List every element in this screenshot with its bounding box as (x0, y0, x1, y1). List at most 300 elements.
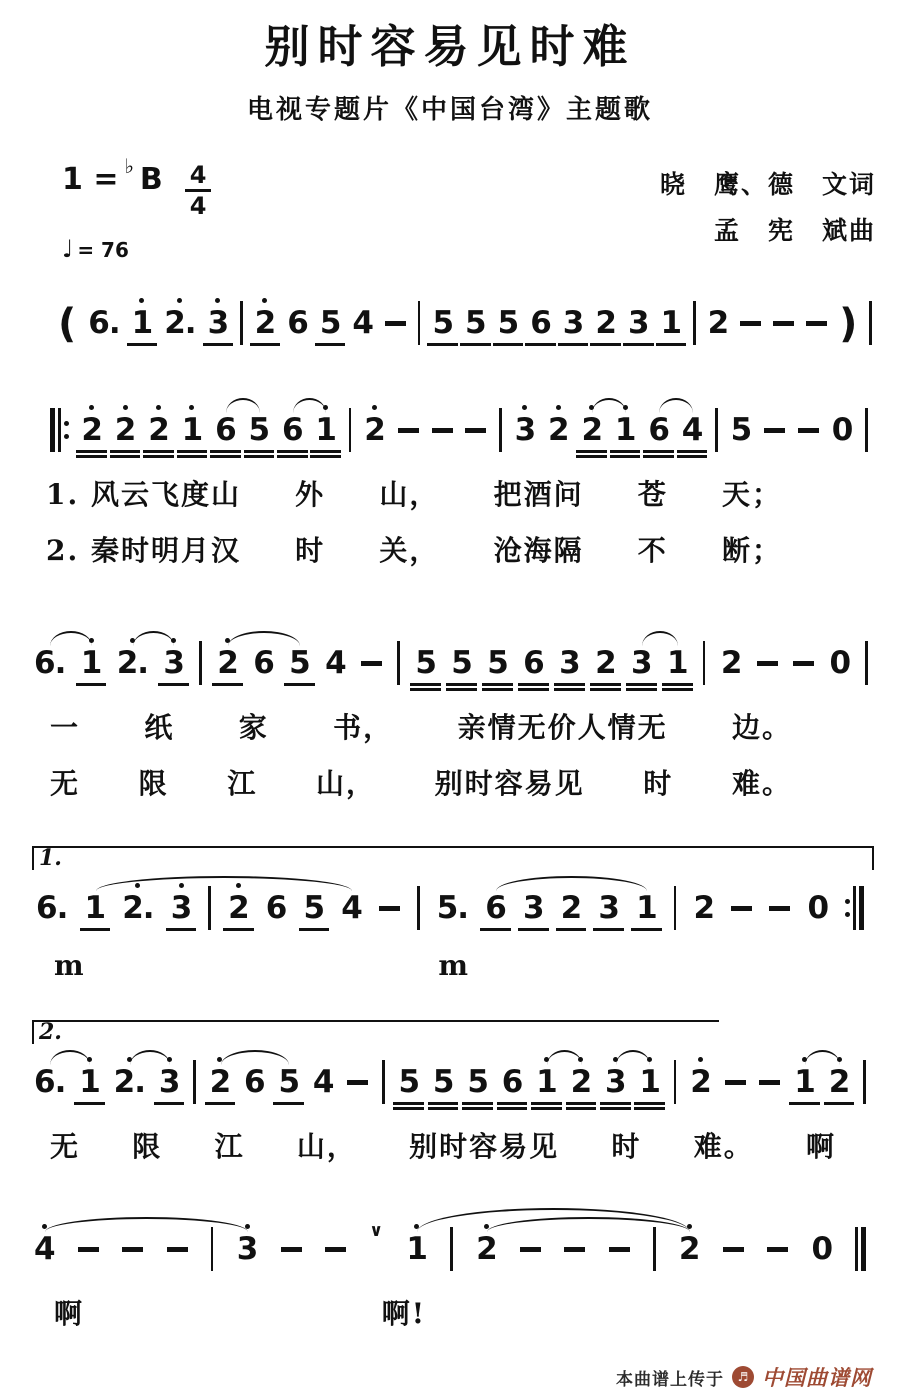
duration-dash (564, 1247, 585, 1252)
note-number: 1 (315, 412, 336, 448)
volta-label: 2. (39, 1019, 62, 1045)
underline-beams (336, 925, 367, 939)
underline-beams (210, 447, 241, 461)
barline (653, 1227, 656, 1271)
underline-beams (634, 1099, 665, 1113)
song-subtitle: 电视专题片《中国台湾》主题歌 (246, 95, 653, 125)
note-number: 5 (415, 645, 436, 681)
lyrics-row-vocalise (54, 949, 470, 982)
lyric-segment: 边。 (731, 711, 792, 744)
note (364, 402, 385, 461)
note-number: 2 (81, 412, 102, 448)
underline-beams (401, 1266, 432, 1280)
note-number: 5 (248, 412, 270, 448)
note (182, 402, 203, 461)
credits (660, 162, 876, 254)
note-number: 4 (312, 1064, 334, 1100)
note (693, 880, 714, 939)
lyricist-credit: 晓 鹰、德 文词 (659, 170, 876, 199)
lyric-segment: 时 (643, 767, 674, 800)
note-number: 5 (398, 1064, 420, 1100)
underline-beams (525, 340, 556, 354)
note-number: 2. (164, 305, 196, 341)
note-number: 1 (666, 645, 688, 681)
note-number: 6. (36, 890, 68, 926)
lyric-segment: 江 (227, 767, 258, 800)
breath-mark: ∨ (369, 1221, 384, 1241)
note-number: 5 (465, 305, 486, 341)
note-number: 1 (794, 1064, 815, 1100)
barline (715, 408, 718, 452)
note-number: 6 (281, 412, 303, 448)
note-number: 6 (265, 890, 287, 926)
duration-dash (379, 906, 400, 911)
underline-beams (576, 447, 607, 461)
underline-beams (471, 1266, 502, 1280)
song-title: 别时容易见时难 (264, 20, 636, 73)
barline (199, 641, 202, 685)
note-number: 5 (730, 412, 752, 448)
duration-dash (759, 1080, 780, 1085)
duration-dash (347, 1080, 368, 1085)
tempo-value: = 76 (77, 238, 129, 262)
slur-arc (592, 398, 626, 413)
note-number: 3 (605, 1064, 626, 1100)
coda-line (22, 1195, 878, 1332)
site-logo-icon (732, 1366, 754, 1388)
underline-beams (726, 447, 757, 461)
underline-beams (590, 680, 621, 694)
slur-arc (130, 1050, 170, 1065)
note-number: 2 (581, 412, 603, 448)
underline-beams (203, 340, 234, 354)
underline-beams (446, 680, 477, 694)
final-barline (855, 1227, 866, 1271)
underline-beams (531, 1099, 562, 1113)
slur-arc (616, 1050, 650, 1065)
note-number: 4 (325, 645, 346, 681)
barline (211, 1227, 214, 1271)
notes-row (22, 1054, 878, 1113)
note-number: 5 (278, 1064, 300, 1100)
volta-bracket-1 (32, 846, 874, 870)
note-number: 5 (497, 305, 519, 341)
note-number: 4 (34, 1231, 55, 1267)
note-number: 3 (631, 645, 652, 681)
note-number: 5 (432, 1064, 454, 1100)
lyric-segment: 外 (295, 478, 326, 511)
note (628, 295, 649, 354)
note (467, 1054, 488, 1113)
duration-dash (806, 321, 827, 326)
underline-beams (543, 447, 574, 461)
lyric-segment: 别时容易见 (434, 767, 585, 800)
duration-dash (764, 428, 785, 433)
note-number: 3 (170, 890, 192, 926)
note-number: 2 (828, 1064, 850, 1100)
barline (397, 641, 400, 685)
lyric-segment: 书， (333, 711, 394, 744)
meter-denominator: 4 (189, 192, 207, 220)
underline-beams (83, 340, 124, 354)
note-number: 1 (84, 890, 106, 926)
note-number: 3 (559, 645, 580, 681)
note-number: 1 (660, 305, 682, 341)
underline-beams (31, 925, 72, 939)
note (320, 295, 341, 354)
note (164, 295, 195, 354)
underline-beams (284, 680, 315, 694)
note-number: 3 (562, 305, 584, 341)
underline-beams (497, 1099, 528, 1113)
watermark-footer (0, 1362, 872, 1392)
underline-beams (802, 925, 833, 939)
note-number: 2 (548, 412, 569, 448)
lyric-segment: 断； (721, 534, 782, 567)
duration-dash (520, 1247, 541, 1252)
underline-beams (310, 447, 341, 461)
repeat-open-sign (50, 408, 69, 452)
score (22, 287, 878, 1332)
slur-arc (228, 631, 300, 646)
note-number: 5 (451, 645, 472, 681)
note (563, 295, 584, 354)
note-number: 0 (831, 412, 853, 448)
underline-beams (674, 1266, 705, 1280)
underline-beams (825, 680, 856, 694)
slur-arc (226, 398, 260, 413)
underline-beams (158, 680, 189, 694)
duration-dash (465, 428, 486, 433)
underline-beams (154, 1099, 185, 1113)
note-number: 6 (215, 412, 236, 448)
note-number: 1 (636, 890, 657, 926)
note-number: 3 (627, 305, 649, 341)
lyric-segment: 一 (50, 711, 81, 744)
note (433, 1054, 454, 1113)
lyric-segment: 时 (295, 534, 326, 567)
underline-beams (566, 1099, 597, 1113)
note (515, 402, 536, 461)
lyrics-row-verse2 (46, 529, 782, 569)
note-number: 6 (501, 1064, 523, 1100)
underline-beams (428, 1099, 459, 1113)
lyric-segment: 无 (50, 1130, 81, 1163)
lyric-segment: 1. 风云飞度山 (46, 478, 241, 511)
duration-dash (398, 428, 419, 433)
lyric-segment: 限 (132, 1130, 163, 1163)
note (432, 295, 453, 354)
duration-dash (740, 321, 761, 326)
duration-dash (361, 661, 382, 666)
underline-beams (244, 447, 275, 461)
lyric-segment: 啊 (805, 1130, 836, 1163)
underline-beams (205, 1099, 236, 1113)
underline-beams (493, 340, 524, 354)
underline-beams (427, 340, 458, 354)
key-signature (62, 154, 211, 220)
underline-beams (716, 680, 747, 694)
duration-dash (767, 1247, 788, 1252)
note (255, 295, 276, 354)
underline-beams (558, 340, 589, 354)
note-number: 3 (207, 305, 229, 341)
underline-beams (432, 925, 473, 939)
lyric-segment: 江 (214, 1130, 245, 1163)
slur-arc (50, 1050, 90, 1065)
slur-arc (642, 631, 678, 646)
underline-beams (590, 340, 621, 354)
verse-line (22, 376, 878, 569)
note (708, 295, 729, 354)
underline-beams (166, 925, 197, 939)
note (661, 295, 682, 354)
barline (417, 886, 420, 930)
note-number: 5 (319, 305, 341, 341)
barline (693, 301, 696, 345)
underline-beams (554, 680, 585, 694)
lyric-segment: m (438, 949, 470, 982)
duration-dash (793, 661, 814, 666)
underline-beams (393, 1099, 424, 1113)
underline-beams (518, 680, 549, 694)
barline (674, 886, 677, 930)
barline (418, 301, 421, 345)
underline-beams (110, 447, 141, 461)
note (595, 295, 616, 354)
note-number: 0 (829, 645, 851, 681)
duration-dash (757, 661, 778, 666)
second-ending-line (22, 1020, 878, 1165)
underline-beams (643, 447, 674, 461)
underline-beams (248, 680, 279, 694)
music-note-icon: ♬ (737, 1370, 749, 1384)
notes-row (22, 1221, 878, 1280)
note-number: 2 (690, 1064, 711, 1100)
underline-beams (359, 447, 390, 461)
intro-line (22, 287, 878, 354)
note (451, 635, 472, 694)
volta-bracket-2 (32, 1020, 719, 1044)
lyric-segment: 难。 (693, 1130, 754, 1163)
lyrics-row (50, 1125, 836, 1165)
note (487, 635, 508, 694)
note (325, 635, 346, 694)
underline-beams (631, 925, 662, 939)
quarter-note-icon: ♩ (62, 235, 74, 263)
note-number: 3 (236, 1231, 258, 1267)
note-number: 3 (598, 890, 619, 926)
note-number: 1 (79, 1064, 100, 1100)
underline-beams (806, 1266, 837, 1280)
underline-beams (261, 925, 292, 939)
note (313, 1054, 334, 1113)
underline-beams (626, 680, 657, 694)
lyric-segment: 别时容易见 (409, 1130, 560, 1163)
underline-beams (250, 340, 281, 354)
slur-arc (547, 1050, 582, 1065)
note-number: 1 (536, 1064, 557, 1100)
note-number: 3 (158, 1064, 180, 1100)
notes-row (22, 295, 878, 354)
note-number: 2 (570, 1064, 592, 1100)
underline-beams (308, 1099, 339, 1113)
note-number: 2 (693, 890, 715, 926)
duration-dash (385, 321, 406, 326)
note-number: 5. (436, 890, 469, 926)
barline (240, 301, 243, 345)
duration-dash (167, 1247, 188, 1252)
duration-dash (731, 906, 752, 911)
note-number: 0 (807, 890, 829, 926)
note-number: 6 (523, 645, 544, 681)
lyric-segment: 天； (721, 478, 782, 511)
duration-dash (122, 1247, 143, 1252)
lyric-segment: 纸 (144, 711, 175, 744)
note (498, 295, 519, 354)
lyrics-row-verse1 (46, 473, 782, 513)
lyric-segment: m (54, 949, 86, 982)
note-number: 6 (244, 1064, 265, 1100)
site-name: 中国曲谱网 (762, 1366, 872, 1390)
meter-numerator: 4 (185, 162, 212, 192)
slur-arc (496, 876, 647, 891)
lyrics-row-verse1 (50, 706, 792, 746)
note (559, 635, 580, 694)
underline-beams (320, 680, 351, 694)
underline-beams (315, 340, 346, 354)
underline-beams (703, 340, 734, 354)
notes-row (22, 402, 878, 461)
note-number: 6 (253, 645, 274, 681)
duration-dash (281, 1247, 302, 1252)
underline-beams (623, 340, 654, 354)
note-number: 1 (131, 305, 153, 341)
underline-beams (610, 447, 641, 461)
note (208, 295, 229, 354)
first-ending-line (22, 846, 878, 982)
note-number: 0 (811, 1231, 833, 1267)
note (148, 402, 169, 461)
composer-credit: 孟 宪 斌曲 (713, 216, 876, 245)
note-number: 2. (113, 1064, 145, 1100)
note-number: 2 (228, 890, 249, 926)
note (523, 635, 544, 694)
note (465, 295, 486, 354)
underline-beams (127, 340, 158, 354)
underline-beams (662, 680, 693, 694)
underline-beams (277, 447, 308, 461)
underline-beams (556, 925, 587, 939)
duration-dash (78, 1247, 99, 1252)
underline-beams (80, 925, 111, 939)
barline (674, 1060, 677, 1104)
note-number: 2 (560, 890, 582, 926)
note (811, 1221, 832, 1280)
note (830, 635, 851, 694)
parenthesis: ( (58, 301, 77, 347)
note-number: 2 (678, 1231, 700, 1267)
note-number: 1 (406, 1231, 427, 1267)
bridge-line (22, 609, 878, 802)
lyric-segment: 限 (138, 767, 169, 800)
lyric-segment: 啊! (381, 1297, 426, 1330)
lyric-segment: 啊 (54, 1297, 85, 1330)
volta-label: 1. (39, 845, 62, 871)
underline-beams (688, 925, 719, 939)
barline (863, 1060, 866, 1104)
underline-beams (299, 925, 330, 939)
underline-beams (410, 680, 441, 694)
note-number: 6. (34, 645, 66, 681)
underline-beams (347, 340, 378, 354)
repeat-close-sign (845, 886, 864, 930)
underline-beams (518, 925, 549, 939)
note (132, 295, 153, 354)
barline (869, 301, 872, 345)
underline-beams (109, 1099, 150, 1113)
underline-beams (593, 925, 624, 939)
barline (703, 641, 706, 685)
lyrics-row (54, 1292, 426, 1332)
underline-beams (789, 1099, 820, 1113)
note-number: 6 (287, 305, 308, 341)
underline-beams (112, 680, 153, 694)
lyric-segment: 2. 秦时明月汉 (46, 534, 241, 567)
note-number: 2 (217, 645, 238, 681)
note (115, 402, 136, 461)
slur-arc (293, 398, 326, 413)
underline-beams (827, 447, 858, 461)
underline-beams (29, 680, 70, 694)
lyric-segment: 关， (379, 534, 440, 567)
note-number: 6 (648, 412, 669, 448)
note (807, 880, 828, 939)
underline-beams (462, 1099, 493, 1113)
underline-beams (232, 1266, 263, 1280)
lyric-segment: 无 (50, 767, 81, 800)
note (437, 880, 468, 939)
barline (865, 408, 868, 452)
lyric-segment: 不 (637, 534, 668, 567)
underline-beams (510, 447, 541, 461)
note (721, 635, 742, 694)
underline-beams (76, 680, 107, 694)
note-number: 2 (114, 412, 136, 448)
note-number: 2 (364, 412, 385, 448)
lyric-segment: 家 (238, 711, 269, 744)
underline-beams (282, 340, 313, 354)
underline-beams (212, 680, 243, 694)
underline-beams (29, 1099, 70, 1113)
lyrics-row-verse2 (50, 762, 792, 802)
note (832, 402, 853, 461)
note-number: 2 (476, 1231, 497, 1267)
tempo-marking (62, 235, 211, 263)
key-and-tempo (62, 154, 211, 263)
lyric-segment: 亲情无价人情无 (457, 711, 668, 744)
note (502, 1054, 523, 1113)
barline (208, 886, 211, 930)
note-number: 5 (303, 890, 325, 926)
underline-beams (273, 1099, 304, 1113)
note (530, 295, 551, 354)
note-number: 2 (595, 305, 616, 341)
underline-beams (480, 925, 511, 939)
upload-note-text: 本曲谱上传于 (616, 1369, 724, 1390)
note-number: 5 (487, 645, 508, 681)
note (548, 402, 569, 461)
